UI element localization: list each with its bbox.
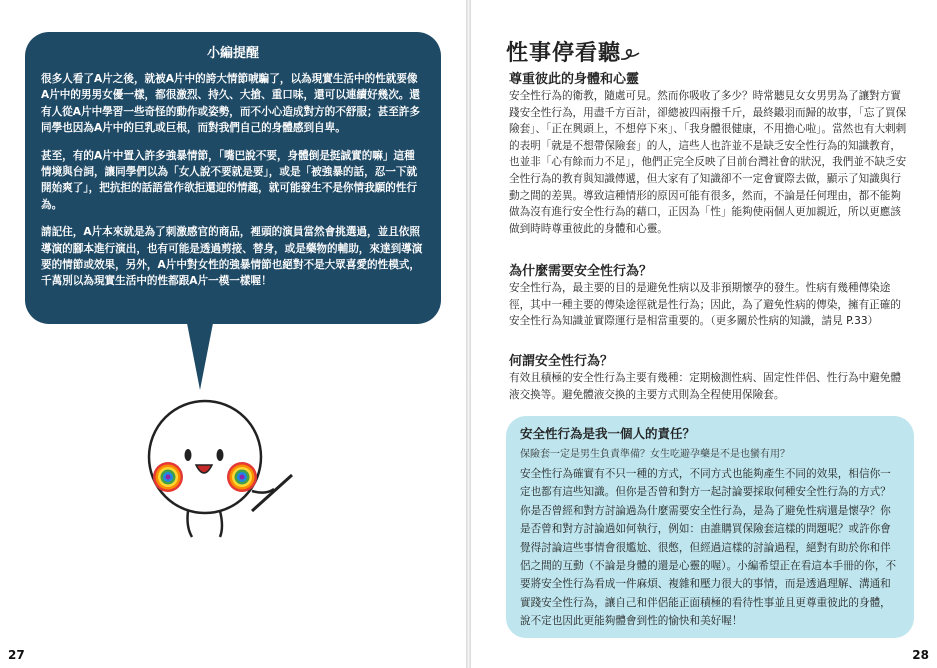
tip-title: 安全性行為是我一個人的責任？: [520, 426, 696, 441]
right-page: [471, 0, 937, 668]
mascot-eye-left: [185, 449, 192, 461]
mascot-eye-right: [217, 449, 224, 461]
left-page: [0, 0, 466, 668]
rainbow-cheek-right: [227, 462, 257, 492]
speech-bubble: [25, 32, 441, 324]
bubble-paragraph: 請記住，A片本來就是為了刺激感官的商品，裡頭的演員當然會挑選過，並且依照導演的腳本進行演出，也有可能是透過剪接、替身，或是藥物的輔助，來達到導演要的情節或效果，另外，A片中對女性的強暴情節也絕對不是大眾喜愛的性模式，千萬別以為現實生活中的性都跟A片一模一樣喔！: [41, 226, 423, 288]
mascot-illustration: [140, 395, 300, 555]
rainbow-cheek-left: [153, 462, 183, 492]
page-title: 性事停看聽: [506, 41, 622, 66]
section-heading: 尊重彼此的身體和心靈: [509, 72, 640, 87]
bubble-paragraph: 甚至，有的A片中置入許多強暴情節，「嘴巴說不要，身體倒是挺誠實的嘛」這種情境與台詞，讓同學們以為「女人說不要就是要」，或是「被強暴的話，忍一下就開始爽了」，把抗拒的話語當作欲拒還迎的情趣，就可能發生不是你情我願的性行為。: [41, 149, 418, 211]
speech-bubble-tail: [186, 318, 214, 390]
tip-subtitle: 保險套一定是男生負責準備？女生吃避孕藥是不是也蠻有用？: [520, 449, 790, 460]
bubble-title: 小編提醒: [206, 46, 259, 61]
tip-box: [506, 416, 914, 638]
page-number: 27: [8, 648, 25, 662]
page-number: 28: [912, 648, 929, 662]
swirl-icon: [619, 47, 641, 61]
section-body: 有效且積極的安全性行為主要有幾種：定期檢測性病、固定性伴侶、性行為中避免體液交換等。避免體液交換的主要方式則為全程使用保險套。: [509, 372, 901, 401]
tip-body: 安全性行為確實有不只一種的方式，不同方式也能夠產生不同的效果，相信你一定也都有這些知識。但你是否曾和對方一起討論要採取何種安全性行為的方式？你是否曾經和對方討論過為什麼需要安全性行為，是為了避免性病還是懷孕？你是否曾和對方討論過如何執行，例如：由誰購買保險套這樣的問題呢？或許你會覺得討論這些事情會很尷尬、很憋，但經過這樣的討論過程，絕對有助於你和伴侶之間的互動（不論是身體的還是心靈的喔）。小編希望正在看這本手冊的你，不要將安全性行為看成一件麻煩、複雜和壓力很大的事情，而是透過理解、溝通和實踐安全性行為，讓自己和伴侶能正面積極的看待性事並且更尊重彼此的身體，說不定也因此更能夠體會到性的愉快和美好喔！: [520, 468, 897, 628]
section-heading: 何謂安全性行為？: [509, 354, 614, 369]
section-body: 安全性行為的衛教，隨處可見。然而你吸收了多少？時常聽見女女男男為了讓對方實踐安全性行為，用盡千方百計，卻總被四兩撥千斤，最終鎩羽而歸的故事，「忘了買保險套」、「正在興頭上，不想停下來」、「我身體很健康，不用擔心啦」。當然也有大剌剌的表明「就是不想帶保險套」的人，這些人也許並不是缺乏安全性行為的知識教育，也並非「心有餘而力不足」，他們正完全反映了目前台灣社會的狀況，我們並不缺乏安全性行為的教育與知識傳遞，但大家有了知識卻不一定會實際去做，顯示了知識與行動之間的差異。導致這種情形的原因可能有很多，然而，不論是任何理由，都不能夠做為沒有進行安全性行為的藉口，正因為「性」能夠使兩個人更加親近，所以更應該做到時時尊重彼此的身體和心靈。: [509, 90, 907, 235]
bubble-paragraph: 很多人看了A片之後，就被A片中的誇大情節唬騙了，以為現實生活中的性就要像A片中的男男女優一樣，都很激烈、持久、大搶、重口味，還可以連續好幾次。還有人從A片中學習一些奇怪的動作或姿勢，而不小心造成對方的不舒服；甚至許多同學也因為A片中的巨乳或巨根，而對我們自己的身體感到自卑。: [41, 73, 420, 135]
section-heading: 為什麼需要安全性行為？: [509, 264, 653, 279]
section-body: 安全性行為，最主要的目的是避免性病以及非預期懷孕的發生。性病有幾種傳染途徑，其中一種主要的傳染途徑就是性行為；因此，為了避免性病的傳染，擁有正確的安全性行為知識並實際運行是相當重要的。（更多關於性病的知識，請見 P.33）: [509, 282, 901, 328]
